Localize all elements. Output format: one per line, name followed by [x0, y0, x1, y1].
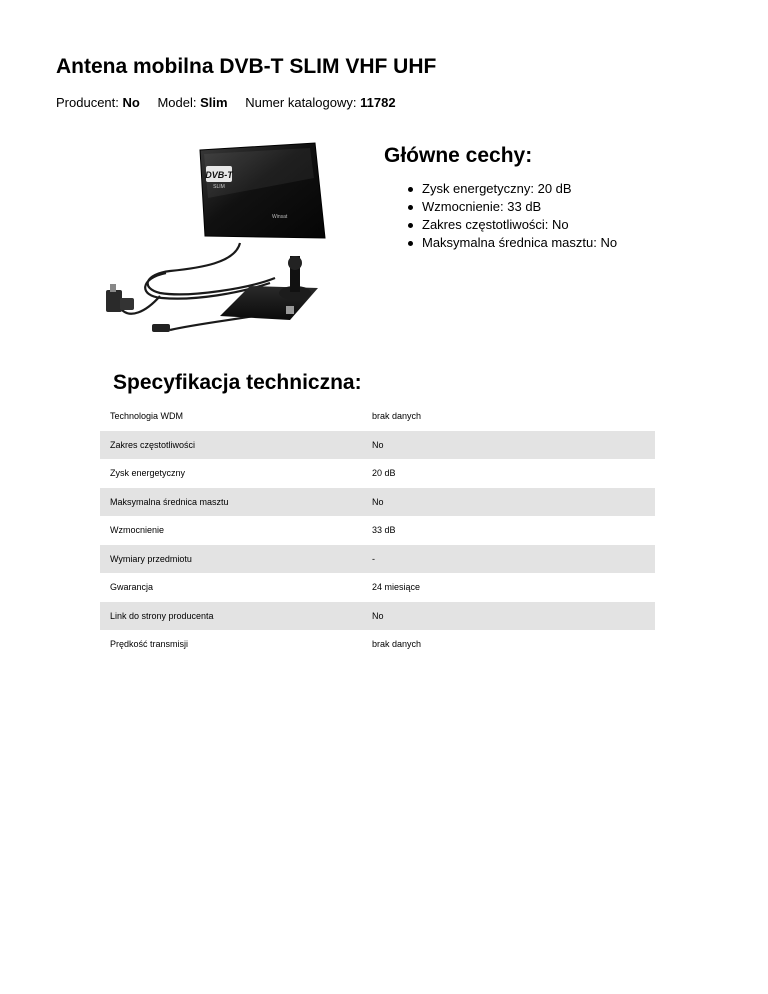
spec-row	[100, 630, 655, 659]
feature-item: Maksymalna średnica masztu: No	[404, 234, 617, 252]
spec-key: Link do strony producenta	[100, 602, 362, 631]
feature-item: Zysk energetyczny: 20 dB	[404, 180, 617, 198]
spec-value: -	[362, 545, 655, 574]
spec-key: Zakres częstotliwości	[100, 431, 362, 460]
meta-model-value: Slim	[200, 95, 228, 110]
spec-value: 20 dB	[372, 468, 396, 479]
spec-value: No	[362, 431, 655, 460]
meta-catalog-value: 11782	[360, 95, 396, 110]
meta-producer-value: No	[122, 95, 140, 110]
meta-model-label: Model:	[157, 95, 197, 110]
spec-row	[100, 459, 655, 488]
spec-value: No	[362, 602, 655, 631]
meta-catalog-label: Numer katalogowy:	[245, 95, 357, 110]
spec-key: Wymiary przedmiotu	[100, 545, 362, 574]
spec-key: Wzmocnienie	[110, 525, 165, 536]
features-list	[404, 180, 617, 252]
spec-row	[100, 602, 655, 631]
spec-value: brak danych	[372, 411, 422, 422]
meta-producer-label: Producent:	[56, 95, 119, 110]
spec-value: brak danych	[372, 639, 422, 650]
feature-item: Zakres częstotliwości: No	[404, 216, 617, 234]
spec-key: Maksymalna średnica masztu	[100, 488, 362, 517]
spec-value: 24 miesiące	[372, 582, 421, 593]
spec-key: Prędkość transmisji	[110, 639, 189, 650]
panel-brand-text: Winsat	[272, 214, 288, 220]
product-meta	[56, 94, 410, 112]
meta-model	[157, 94, 227, 112]
features-title: Główne cechy:	[384, 144, 533, 167]
spec-row	[100, 431, 655, 460]
spec-value: No	[362, 488, 655, 517]
panel-logo-text: DVB-T	[205, 170, 233, 180]
spec-table	[100, 402, 655, 659]
spec-title: Specyfikacja techniczna:	[113, 371, 362, 394]
spec-value: 33 dB	[372, 525, 396, 536]
spec-key: Zysk energetyczny	[110, 468, 186, 479]
spec-row	[100, 516, 655, 545]
spec-row	[100, 573, 655, 602]
spec-row	[100, 545, 655, 574]
page-title: Antena mobilna DVB-T SLIM VHF UHF	[56, 55, 437, 78]
spec-row	[100, 488, 655, 517]
meta-catalog-number	[245, 94, 395, 112]
panel-logo-subtext: SLIM	[213, 184, 225, 190]
feature-item: Wzmocnienie: 33 dB	[404, 198, 617, 216]
meta-producer	[56, 94, 140, 112]
product-image	[100, 138, 340, 348]
spec-key: Gwarancja	[110, 582, 154, 593]
spec-key: Technologia WDM	[110, 411, 184, 422]
spec-row	[100, 402, 655, 431]
